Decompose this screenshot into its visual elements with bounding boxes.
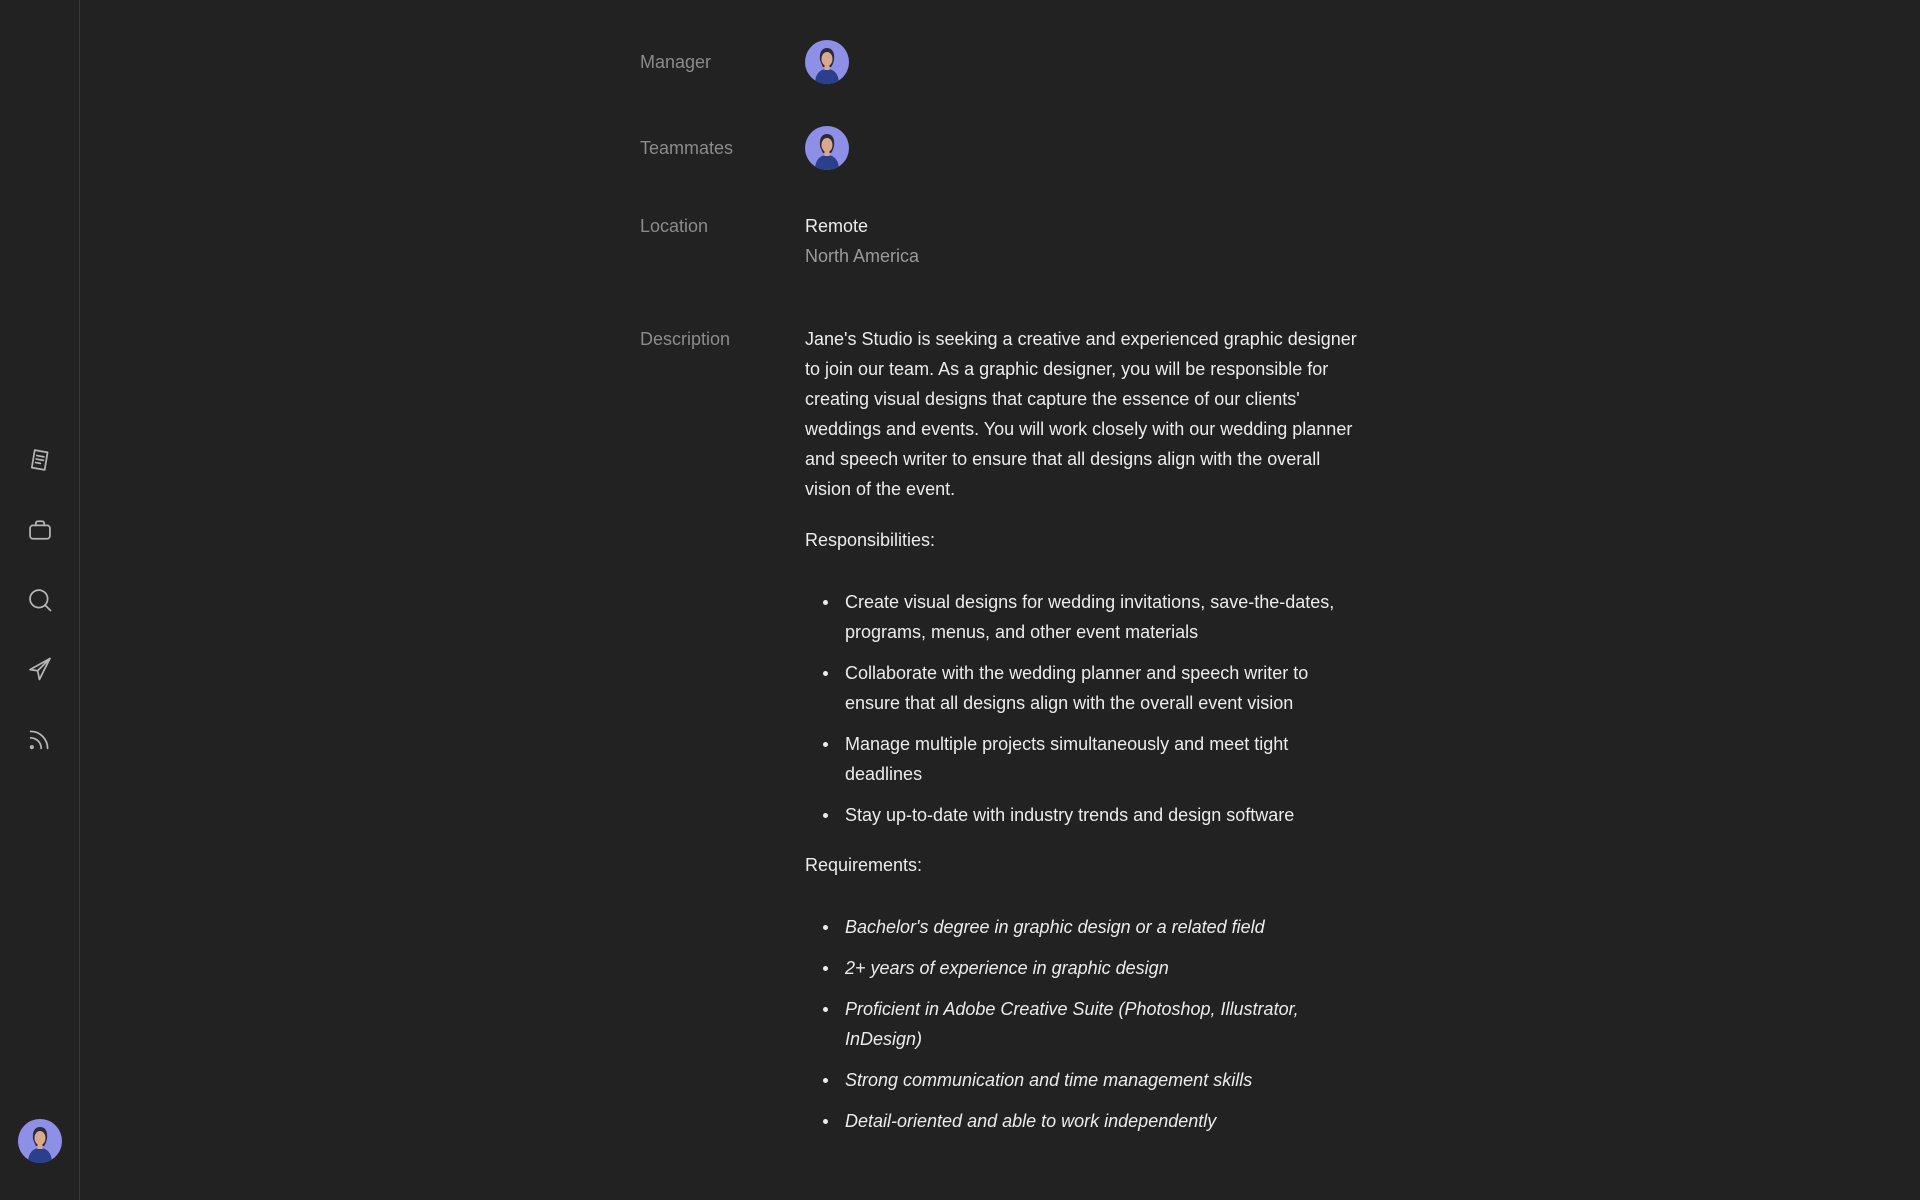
description-label: Description [640,329,731,349]
description-body [805,324,1365,1147]
requirements-heading: Requirements: [805,855,923,875]
location-value [805,211,1365,271]
list-item: Create visual designs for wedding invitations, save-the-dates, programs, menus, and other event materials [845,587,1365,647]
manager-label: Manager [640,52,712,72]
list-item: 2+ years of experience in graphic design [845,953,1365,983]
description-text: Jane's Studio is seeking a creative and experienced graphic designer to join our team. As a graphic designer, you will be responsible for creating visual designs that capture the essence of our clients' weddings and events. You will work closely with our wedding planner and speech writer to ensure that all designs align with the overall vision of the event. [805,329,1357,499]
send-icon[interactable] [24,653,56,685]
responsibilities-heading: Responsibilities: [805,530,936,550]
notes-icon[interactable] [24,444,56,476]
search-icon[interactable] [24,584,56,616]
list-item: Manage multiple projects simultaneously and meet tight deadlines [845,729,1365,789]
location-secondary: North America [805,246,920,266]
teammate-avatar[interactable] [805,126,849,170]
responsibilities-list [805,587,1365,830]
location-label: Location [640,216,709,236]
teammates-label: Teammates [640,138,734,158]
briefcase-icon[interactable] [24,514,56,546]
requirements-list [805,912,1365,1136]
list-item: Collaborate with the wedding planner and speech writer to ensure that all designs align with the overall event vision [845,658,1365,718]
list-item: Bachelor's degree in graphic design or a related field [845,912,1365,942]
location-primary: Remote [805,216,869,236]
list-item: Proficient in Adobe Creative Suite (Photoshop, Illustrator, InDesign) [845,994,1365,1054]
list-item: Stay up-to-date with industry trends and design software [845,800,1365,830]
manager-avatar[interactable] [805,40,849,84]
user-avatar[interactable] [18,1119,62,1163]
rss-icon[interactable] [24,723,56,755]
list-item: Strong communication and time management skills [845,1065,1365,1095]
sidebar [0,0,80,1200]
list-item: Detail-oriented and able to work independently [845,1106,1365,1136]
